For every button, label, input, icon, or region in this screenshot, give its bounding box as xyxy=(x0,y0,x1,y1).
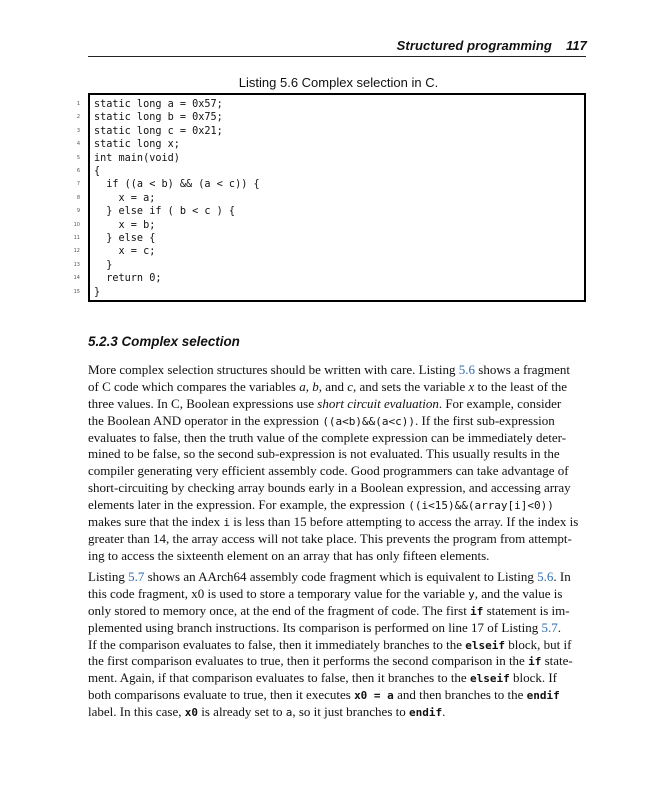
text-line xyxy=(88,687,586,704)
text-run: endif xyxy=(526,689,560,703)
text-run: greater than 14, the array access will not take place. This prevents the program from attempt- xyxy=(88,530,572,546)
text-run: ing to access the sixteenth element on an array that has only fifteen elements. xyxy=(88,547,490,563)
line-number: 13 xyxy=(73,261,80,268)
text-run: if xyxy=(528,655,542,669)
text-run: both comparisons evaluate to true, then it executes xyxy=(88,687,355,703)
section-heading: 5.2.3 Complex selection xyxy=(88,334,240,349)
text-run: label. In this case, xyxy=(88,704,185,720)
listing-reference-link[interactable]: 5.6 xyxy=(458,362,476,377)
text-run: , xyxy=(305,378,313,394)
text-line xyxy=(88,653,586,670)
text-run: ment. Again, if that comparison evaluates to false, then it branches to the xyxy=(88,670,470,686)
line-number: 12 xyxy=(73,248,80,255)
code-text: static long c = 0x21; xyxy=(94,125,223,137)
text-run: a xyxy=(299,378,306,394)
text-run: is already set to xyxy=(198,704,286,720)
text-run: x0 xyxy=(184,706,198,720)
text-run: makes sure that the index xyxy=(88,514,224,530)
listing-reference-link[interactable]: 5.7 xyxy=(541,619,558,635)
text-run: i xyxy=(223,516,231,530)
text-line xyxy=(88,396,586,413)
line-number: 15 xyxy=(73,288,80,295)
line-number: 6 xyxy=(76,168,80,174)
line-number: 1 xyxy=(76,101,80,107)
text-run: Listing xyxy=(88,569,129,584)
listing-reference-link[interactable]: 5.6 xyxy=(537,569,554,584)
line-number: 8 xyxy=(76,194,80,201)
text-run: mined to be false, so the second sub-expression is not evaluated. This usually results in the xyxy=(88,446,560,462)
code-text: { xyxy=(94,166,101,177)
text-run: endif xyxy=(409,706,443,720)
line-number: 10 xyxy=(73,221,80,228)
text-line xyxy=(88,514,586,531)
text-run: three values. In C, Boolean expressions use xyxy=(88,395,318,411)
text-line xyxy=(88,497,586,514)
text-line xyxy=(88,413,586,430)
line-number: 7 xyxy=(76,181,80,188)
text-run: elseif xyxy=(469,672,510,686)
code-text: } xyxy=(94,286,101,298)
text-run: b xyxy=(312,378,319,394)
text-run: x0 = a xyxy=(354,689,394,703)
text-run: state- xyxy=(541,653,573,669)
text-run: shows a fragment xyxy=(475,362,570,377)
code-text: int main(void) xyxy=(94,152,180,164)
line-number: 5 xyxy=(76,154,80,161)
text-run: this code fragment, x0 is used to store a temporary value for the variable xyxy=(88,585,469,601)
text-run: the Boolean AND operator in the expression xyxy=(88,412,323,428)
line-number: 11 xyxy=(73,235,80,241)
text-line xyxy=(88,620,586,637)
code-text: x = c; xyxy=(94,246,156,258)
line-number: 4 xyxy=(76,141,80,148)
text-line xyxy=(88,603,586,620)
text-run: . xyxy=(557,619,561,635)
code-text: x = a; xyxy=(94,192,156,204)
text-line xyxy=(88,531,586,548)
text-line xyxy=(88,670,586,687)
text-line xyxy=(88,704,586,721)
text-run: compiler generating very efficient assembly code. Good programmers can take advantage of xyxy=(88,463,569,479)
code-text: static long b = 0x75; xyxy=(94,112,223,124)
code-text: return 0; xyxy=(94,273,162,285)
text-line xyxy=(88,569,586,586)
code-listing xyxy=(73,93,586,302)
text-run: short circuit evaluation xyxy=(317,395,439,411)
code-text: } xyxy=(94,259,113,271)
text-run: short-circuiting by checking array bounds early in a Boolean expression, and accessing array xyxy=(88,480,571,496)
page-number: 117 xyxy=(565,38,587,53)
text-run: the first comparison evaluates to true, then it performs the second comparison in the xyxy=(88,653,529,669)
text-run: is less than 15 before attempting to access the array. If the index is xyxy=(230,514,579,530)
text-line xyxy=(88,586,586,603)
code-text: } else if ( b < c ) { xyxy=(94,206,236,218)
text-run: and then branches to the xyxy=(393,687,527,703)
text-line xyxy=(88,637,586,654)
text-run: statement is im- xyxy=(483,602,570,618)
text-run: block. If xyxy=(509,670,557,686)
code-text: } else { xyxy=(94,233,156,244)
paragraph-2 xyxy=(88,569,586,721)
header-title: Structured programming xyxy=(396,38,552,53)
text-run: elements later in the expression. For example, the expression xyxy=(88,497,409,513)
text-run: , so it just branches to xyxy=(292,704,409,720)
listing-caption: Listing 5.6 Complex selection in C. xyxy=(238,75,439,90)
code-text: x = b; xyxy=(94,219,156,231)
text-run: of C code which compares the variables xyxy=(88,378,300,394)
text-run: . For example, consider xyxy=(438,395,562,411)
text-run: , and xyxy=(318,378,348,394)
line-number: 2 xyxy=(76,114,80,121)
text-run: y xyxy=(468,587,475,601)
text-run: ((i<15)&&(array[i]<0)) xyxy=(408,499,554,513)
text-run: If the comparison evaluates to false, then it immediately branches to the xyxy=(88,636,466,652)
text-run: ((a<b)&&(a<c)) xyxy=(322,414,416,428)
text-line xyxy=(88,548,586,565)
text-line xyxy=(88,379,586,396)
listing-reference-link[interactable]: 5.7 xyxy=(128,569,145,584)
text-run: c xyxy=(347,378,353,394)
code-text: static long a = 0x57; xyxy=(94,99,223,110)
text-line xyxy=(88,480,586,497)
text-run: . xyxy=(442,704,446,720)
line-number: 9 xyxy=(76,208,80,215)
text-run: plemented using branch instructions. Its comparison is performed on line 17 of Listing xyxy=(88,619,542,635)
header-rule xyxy=(88,56,586,57)
text-run: if xyxy=(470,604,484,618)
text-run: . In xyxy=(553,569,571,584)
text-line xyxy=(88,362,586,379)
line-number: 14 xyxy=(73,275,80,282)
text-run: a xyxy=(285,706,293,720)
text-line xyxy=(88,446,586,463)
code-text: static long x; xyxy=(94,139,180,151)
paragraph-1 xyxy=(88,362,586,565)
text-run: . If the first sub-expression xyxy=(415,412,555,428)
text-run: shows an AArch64 assembly code fragment which is equivalent to Listing xyxy=(144,569,538,584)
text-run: only stored to memory once, at the end of the fragment of code. The first xyxy=(88,602,471,618)
line-number: 3 xyxy=(76,127,80,134)
text-run: block, but if xyxy=(505,636,572,652)
running-header xyxy=(397,38,587,53)
text-run: More complex selection structures should be written with care. Listing xyxy=(88,362,459,377)
text-line xyxy=(88,463,586,480)
text-run: , and sets the variable xyxy=(353,378,469,394)
text-run: , and the value is xyxy=(474,585,563,601)
text-run: x xyxy=(468,378,475,394)
text-run: evaluates to false, then the truth value of the complete expression can be immediately deter- xyxy=(88,429,567,445)
text-run: to the least of the xyxy=(474,378,568,394)
text-run: elseif xyxy=(465,638,505,652)
text-line xyxy=(88,430,586,447)
code-text: if ((a < b) && (a < c)) { xyxy=(94,179,260,191)
